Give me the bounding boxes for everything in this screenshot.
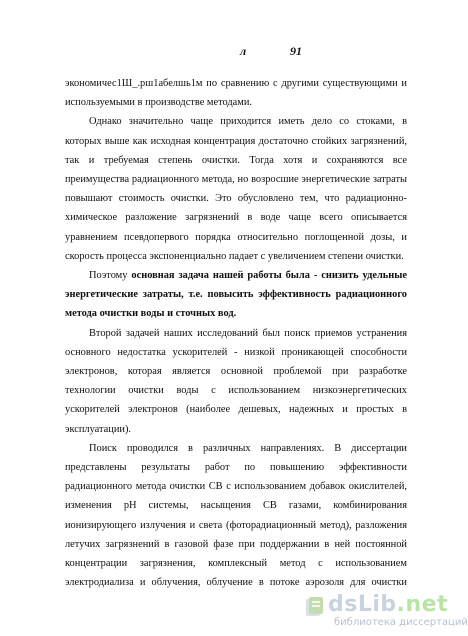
header-mark: л — [240, 44, 247, 58]
page-number: 91 — [290, 44, 302, 58]
paragraph-search: Поиск проводился в различных направлениях. В диссертации представлены результаты работ по повышению эффективности радиационного метода очистки СВ с использованием добавок окислителей, изменения рН системы, насыщения СВ газами, комбинирования ионизирующего излучения и света (фоторадиационный метод), разложения летучих загрязнений в газовой фазе при поддержании в ней постоянной концентрации загрязнения, комплексный метод с использованием электродиализа и облучения, облучение в потоке аэрозоля для очистки — [65, 442, 407, 589]
watermark-title — [328, 592, 448, 617]
main-task-statement: основная задача нашей работы была - снизить удельные энергетические затраты, т.е. повысить эффективность радиационного метода очистки воды и сточных вод. — [65, 270, 408, 320]
main-task-lead: Поэтому — [89, 270, 132, 282]
dslib-logo-icon — [304, 596, 326, 618]
paragraph-costs: Однако значительно чаще приходится иметь дело со стоками, в которых выше как исходная концентрация достаточно стойких загрязнений, так и требуемая степень очистки. Тогда хотя и сохраняются все преимущества радиационного метода, но возросшие энергетические затраты повышают стоимость очистки. Это обусловлено тем, что радиационно-химическое разложение загрязнений в воде чаще всего описывается уравнением псевдопервого порядка относительно поглощенной дозы, и скорость процесса экспоненциально падает с увеличением степени очистки. — [65, 116, 407, 262]
paragraph-second-task: Второй задачей наших исследований был поиск приемов устранения основного недостатка ускорителей - низкой проникающей способности электронов, которая является основной проблемой при разработке технологии очистки воды с использованием низкоэнергетических ускорителей электронов (наиболее дешевых, надежных и простых в эксплуатации). — [65, 327, 407, 435]
watermark-title-main: dsLib — [328, 592, 397, 617]
document-body — [65, 74, 407, 592]
paragraph-continuation: экономичес1Ш_.рш1абелшь1м по сравнению с другими существующими и используемыми в производстве методами. — [65, 78, 407, 109]
watermark — [304, 592, 468, 630]
page-header — [0, 44, 450, 60]
paragraph-main-task — [65, 266, 407, 324]
watermark-subtitle: библиотека диссертаций — [334, 617, 468, 628]
watermark-title-suffix: .net — [396, 592, 449, 617]
